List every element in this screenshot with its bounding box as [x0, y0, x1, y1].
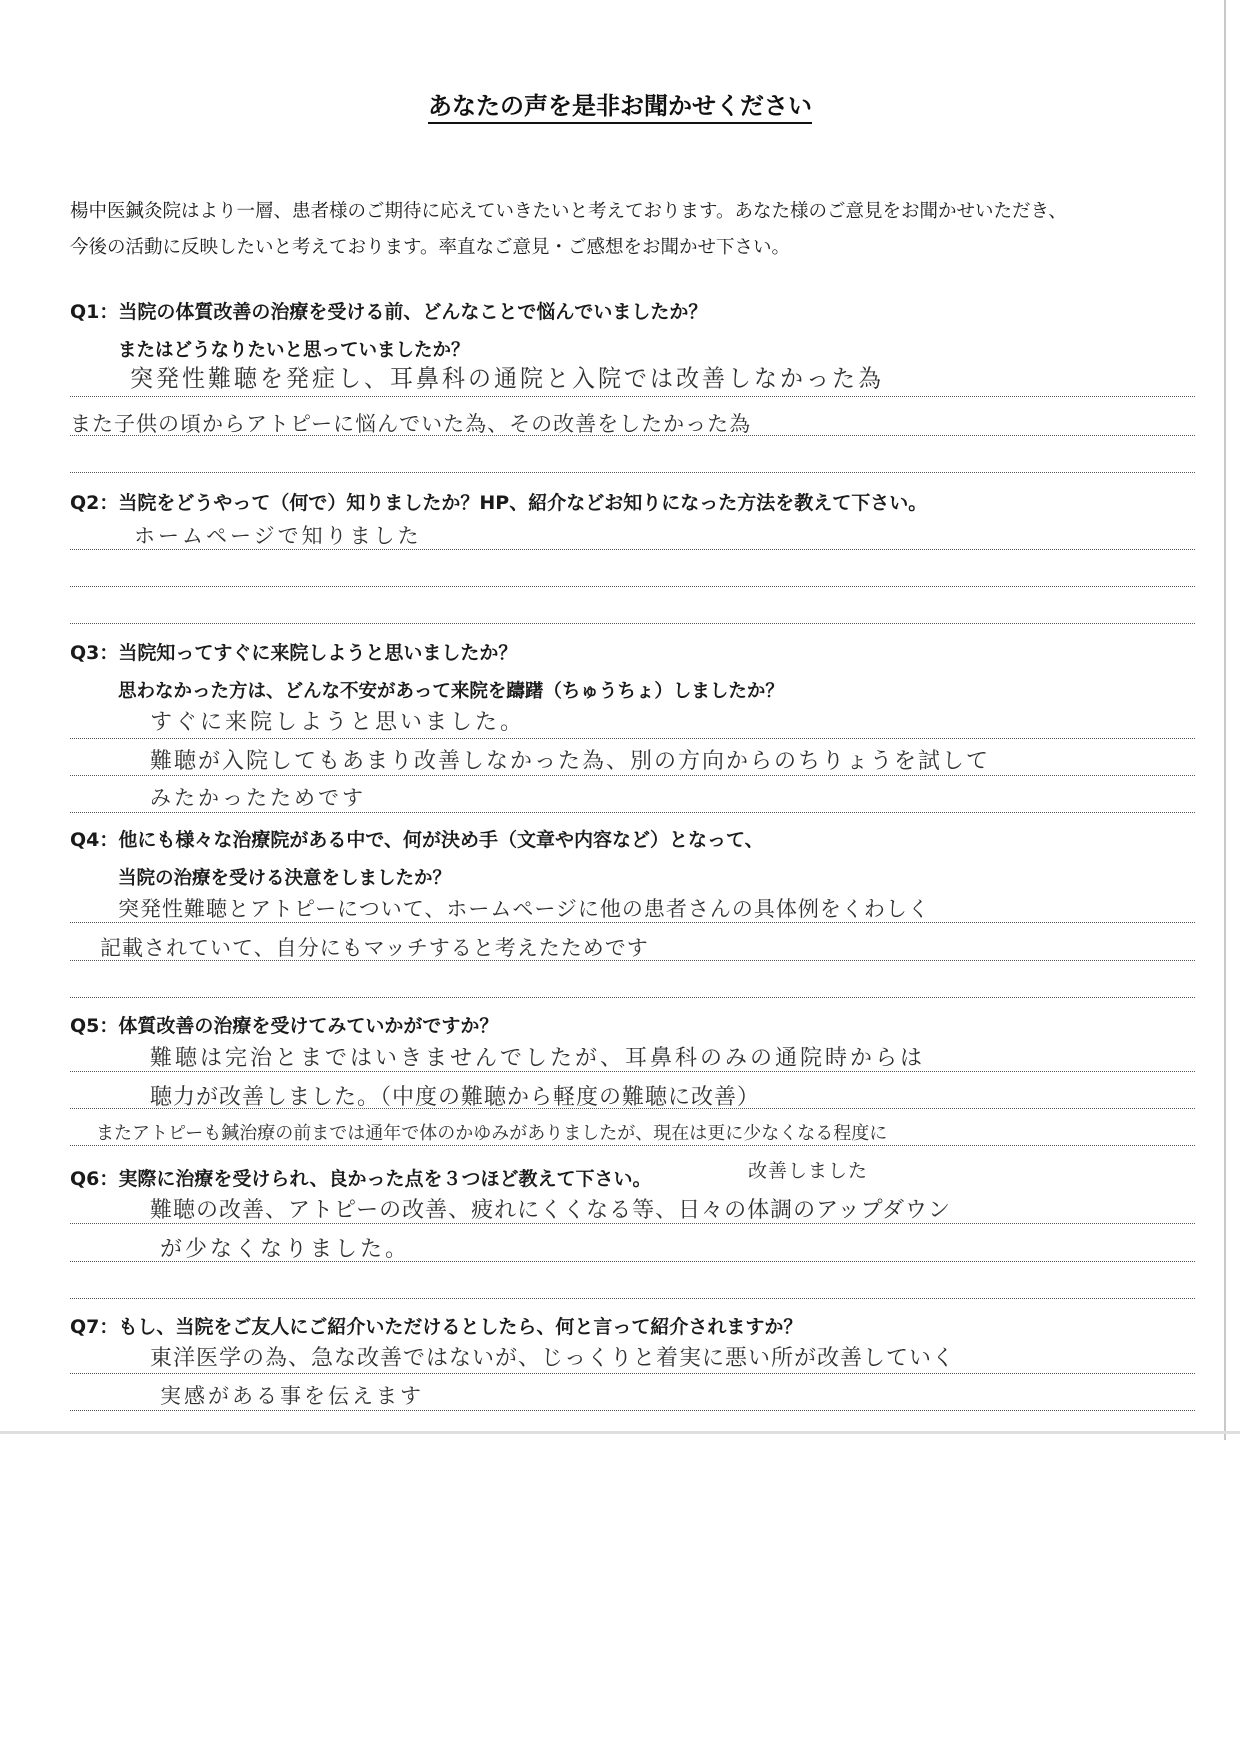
answer-line — [70, 960, 1195, 961]
intro-text — [70, 194, 1190, 266]
q1-answer-1: 突発性難聴を発症し、耳鼻科の通院と入院では改善しなかった為 — [130, 365, 884, 393]
page-edge — [1224, 0, 1226, 1440]
q1-answer-2: また子供の頃からアトピーに悩んでいた為、その改善をしたかった為 — [70, 412, 752, 436]
answer-line — [70, 1298, 1195, 1299]
q6-answer-1: 難聴の改善、アトピーの改善、疲れにくくなる等、日々の体調のアップダウン — [150, 1198, 952, 1223]
page-title — [0, 86, 1240, 121]
q3-sub: 思わなかった方は、どんな不安があって来院を躊躇（ちゅうちょ）しましたか？ — [118, 681, 784, 702]
answer-line — [70, 1410, 1195, 1411]
answer-line — [70, 1373, 1195, 1374]
q1-label: Q1：当院の体質改善の治療を受ける前、どんなことで悩んでいましたか？ — [70, 301, 708, 323]
q5-answer-3: またアトピーも鍼治療の前までは通年で体のかゆみがありましたが、現在は更に少なくなる程度に — [96, 1123, 888, 1144]
answer-line — [70, 396, 1195, 397]
q7-label: Q7：もし、当院をご友人にご紹介いただけるとしたら、何と言って紹介されますか？ — [70, 1316, 803, 1338]
q5-answer-2: 聴力が改善しました。（中度の難聴から軽度の難聴に改善） — [150, 1085, 761, 1110]
q6-answer-2: が少なくなりました。 — [160, 1237, 411, 1262]
q1-sub: またはどうなりたいと思っていましたか？ — [118, 340, 470, 361]
intro-line-2: 今後の活動に反映したいと考えております。率直なご意見・ご感想をお聞かせ下さい。 — [70, 237, 791, 258]
q3-label: Q3：当院知ってすぐに来院しようと思いましたか？ — [70, 642, 518, 664]
q7-answer-2: 実感がある事を伝えます — [160, 1384, 424, 1408]
answer-line — [70, 1145, 1195, 1146]
q5-answer-1: 難聴は完治とまではいきませんでしたが、耳鼻科のみの通院時からは — [150, 1046, 926, 1071]
answer-line — [70, 997, 1195, 998]
answer-line — [70, 1071, 1195, 1072]
answer-line — [70, 623, 1195, 624]
answer-line — [70, 1108, 1195, 1109]
answer-line — [70, 922, 1195, 923]
answer-line — [70, 738, 1195, 739]
scan-boundary — [0, 1431, 1240, 1434]
q5-label: Q5：体質改善の治療を受けてみていかがですか？ — [70, 1015, 499, 1037]
q4-sub: 当院の治療を受ける決意をしましたか？ — [118, 868, 452, 889]
q3-answer-2: 難聴が入院してもあまり改善しなかった為、別の方向からのちりょうを試して — [150, 749, 991, 774]
q4-label: Q4：他にも様々な治療院がある中で、何が決め手（文章や内容など）となって、 — [70, 829, 764, 851]
q3-answer-3: みたかったためです — [150, 786, 366, 810]
q2-answer-1: ホームページで知りました — [134, 524, 422, 548]
answer-line — [70, 472, 1195, 473]
intro-line-1: 楊中医鍼灸院はより一層、患者様のご期待に応えていきたいと考えております。あなた様のご意見をお聞かせいただき、 — [70, 201, 1067, 222]
answer-line — [70, 549, 1195, 550]
answer-line — [70, 1223, 1195, 1224]
answer-line — [70, 586, 1195, 587]
q2-label: Q2：当院をどうやって（何で）知りましたか？HP、紹介などお知りになった方法を教えて下さい。 — [70, 492, 928, 514]
q4-answer-2: 記載されていて、自分にもマッチすると考えたためです — [100, 936, 649, 960]
answer-line — [70, 812, 1195, 813]
answer-line — [70, 775, 1195, 776]
answer-line — [70, 1261, 1195, 1262]
q3-answer-1: すぐに来院しようと思いました。 — [150, 710, 526, 735]
q4-answer-1: 突発性難聴とアトピーについて、ホームページに他の患者さんの具体例をくわしく — [118, 897, 930, 921]
answer-line — [70, 435, 1195, 436]
q6-label: Q6：実際に治療を受けられ、良かった点を３つほど教えて下さい。 — [70, 1168, 652, 1190]
q5-answer-4: 改善しました — [748, 1160, 869, 1182]
q7-answer-1: 東洋医学の為、急な改善ではないが、じっくりと着実に悪い所が改善していく — [150, 1346, 956, 1371]
page-title-text: あなたの声を是非お聞かせください — [428, 92, 812, 124]
